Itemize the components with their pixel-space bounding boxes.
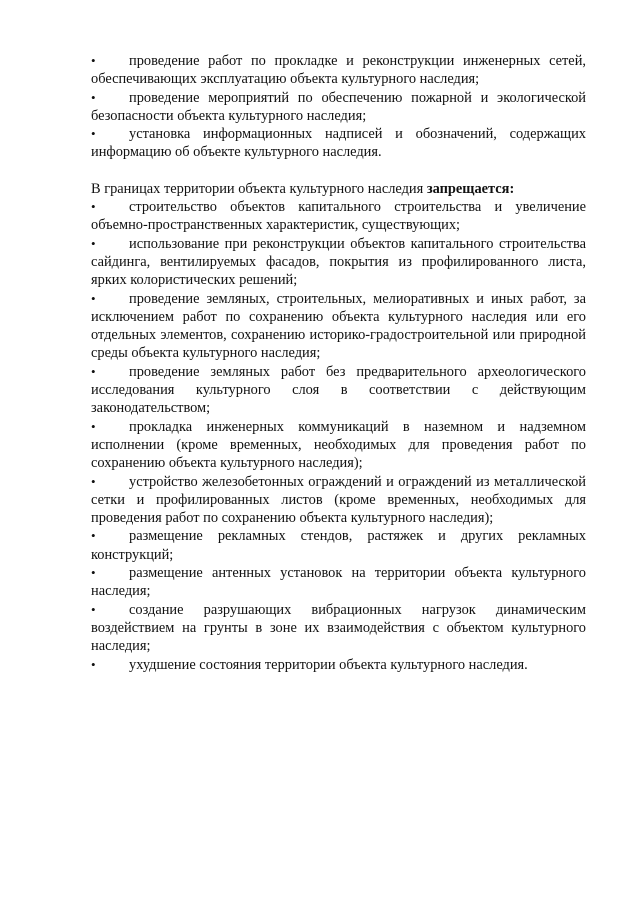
list-item bbox=[91, 363, 586, 418]
list-item-text: размещение рекламных стендов, растяжек и других рекламных конструкций; bbox=[91, 528, 586, 563]
bullet-icon: • bbox=[91, 473, 96, 489]
list-item-text: размещение антенных установок на территории объекта культурного наследия; bbox=[91, 565, 586, 600]
list-item-text: ухудшение состояния территории объекта культурного наследия. bbox=[129, 656, 528, 673]
list-item bbox=[91, 235, 586, 290]
bullet-icon: • bbox=[91, 53, 96, 68]
bullet-icon: • bbox=[91, 290, 96, 306]
prohibited-works-list bbox=[91, 198, 586, 674]
paragraph-gap bbox=[91, 162, 586, 180]
bullet-icon: • bbox=[91, 565, 96, 581]
list-item bbox=[91, 125, 586, 162]
intro-text: В границах территории объекта культурного наследия bbox=[91, 180, 427, 197]
bullet-icon: • bbox=[91, 235, 96, 251]
bullet-icon: • bbox=[91, 528, 96, 544]
list-item-text: строительство объектов капитального строительства и увеличение объемно-пространственных характеристик, существующих; bbox=[91, 199, 586, 234]
bullet-icon: • bbox=[91, 418, 96, 434]
bullet-icon: • bbox=[91, 89, 96, 105]
list-item bbox=[91, 656, 586, 674]
list-item bbox=[91, 198, 586, 235]
list-item-text: проведение работ по прокладке и реконструкции инженерных сетей, обеспечивающих эксплуатацию объекта культурного наследия; bbox=[91, 53, 586, 88]
list-item-text: установка информационных надписей и обозначений, содержащих информацию об объекте культурного наследия. bbox=[91, 126, 586, 161]
bullet-icon: • bbox=[91, 363, 96, 379]
list-item-text: создание разрушающих вибрационных нагрузок динамическим воздействием на грунты в зоне их взаимодействия с объектом культурного наследия; bbox=[91, 601, 586, 655]
list-item bbox=[91, 527, 586, 564]
list-item bbox=[91, 89, 586, 126]
bullet-icon: • bbox=[91, 199, 96, 215]
list-item-text: использование при реконструкции объектов капитального строительства сайдинга, вентилируемых фасадов, покрытия из профилированного листа, ярких колористических решений; bbox=[91, 235, 586, 289]
list-item-text: прокладка инженерных коммуникаций в наземном и надземном исполнении (кроме временных, необходимых для проведения работ по сохранению объекта культурного наследия); bbox=[91, 418, 586, 472]
list-item bbox=[91, 473, 586, 528]
list-item bbox=[91, 564, 586, 601]
list-item bbox=[91, 52, 586, 89]
list-item bbox=[91, 290, 586, 363]
bullet-icon: • bbox=[91, 601, 96, 617]
intro-bold: запрещается: bbox=[426, 180, 515, 197]
list-item-text: проведение мероприятий по обеспечению пожарной и экологической безопасности объекта культурного наследия; bbox=[91, 89, 586, 124]
bullet-icon: • bbox=[91, 656, 96, 672]
list-item-text: устройство железобетонных ограждений и ограждений из металлической сетки и профилированных листов (кроме временных, необходимых для проведения работ по сохранению объекта культурного наследия); bbox=[91, 473, 586, 527]
list-item-text: проведение земляных, строительных, мелиоративных и иных работ, за исключением работ по сохранению объекта культурного наследия или его отдельных элементов, сохранению историко-градостроительной или природной среды объекта культурного наследия; bbox=[91, 290, 586, 362]
list-item bbox=[91, 418, 586, 473]
bullet-icon: • bbox=[91, 126, 96, 142]
list-item-text: проведение земляных работ без предварительного археологического исследования культурного слоя в соответствии с действующим законодательством; bbox=[91, 363, 586, 417]
list-item bbox=[91, 601, 586, 656]
permitted-works-list bbox=[91, 52, 586, 162]
prohibitions-intro bbox=[91, 180, 586, 198]
